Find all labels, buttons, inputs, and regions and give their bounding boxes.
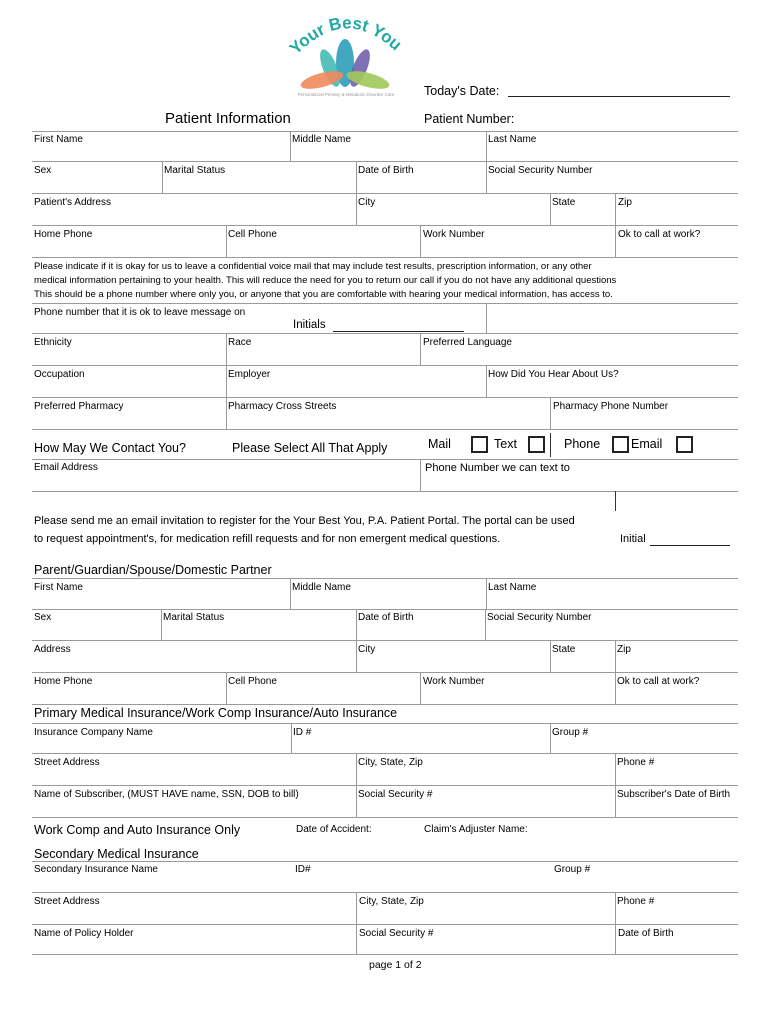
contact-question: How May We Contact You?: [34, 441, 186, 455]
todays-date-line[interactable]: [508, 96, 730, 97]
adjuster-name-field[interactable]: Claim's Adjuster Name:: [424, 824, 528, 835]
portal-line-1: Please send me an email invitation to register for the Your Best You, P.A. Patient Portal. The portal can be used: [34, 515, 575, 527]
guardian-sex-field[interactable]: Sex: [34, 612, 52, 623]
guardian-state-field[interactable]: State: [552, 644, 576, 655]
email-address-field[interactable]: Email Address: [34, 462, 98, 473]
insurance-phone-field[interactable]: Phone #: [617, 757, 655, 768]
pharmacy-field[interactable]: Preferred Pharmacy: [34, 401, 124, 412]
how-hear-field[interactable]: How Did You Hear About Us?: [488, 369, 619, 380]
insurance-city-state-zip-field[interactable]: City, State, Zip: [358, 757, 423, 768]
guardian-ok-call-work-field[interactable]: Ok to call at work?: [617, 676, 700, 687]
secondary-street-field[interactable]: Street Address: [34, 896, 100, 907]
ethnicity-field[interactable]: Ethnicity: [34, 337, 72, 348]
option-text-checkbox[interactable]: [528, 436, 545, 453]
portal-initial-label: Initial: [620, 533, 646, 545]
guardian-middle-name-field[interactable]: Middle Name: [292, 582, 351, 593]
option-mail-checkbox[interactable]: [471, 436, 488, 453]
insurance-group-field[interactable]: Group #: [552, 727, 589, 738]
guardian-ssn-field[interactable]: Social Security Number: [487, 612, 592, 623]
secondary-group-field[interactable]: Group #: [554, 864, 591, 875]
logo: [280, 8, 410, 100]
accident-date-field[interactable]: Date of Accident:: [296, 824, 372, 835]
ssn-field[interactable]: Social Security Number: [488, 165, 593, 176]
lotus-logo-icon: [280, 8, 410, 100]
patient-number-label: Patient Number:: [424, 112, 515, 126]
logo-tagline: Personalized Primary & Metabolic Disorder Care: [297, 92, 395, 97]
secondary-ssn-field[interactable]: Social Security #: [359, 928, 434, 939]
option-text-label: Text: [494, 437, 517, 451]
work-number-field[interactable]: Work Number: [423, 229, 485, 240]
text-number-field[interactable]: Phone Number we can text to: [425, 462, 570, 474]
employer-field[interactable]: Employer: [228, 369, 271, 380]
secondary-city-state-zip-field[interactable]: City, State, Zip: [359, 896, 424, 907]
insurance-id-field[interactable]: ID #: [293, 727, 312, 738]
guardian-dob-field[interactable]: Date of Birth: [358, 612, 414, 623]
preferred-language-field[interactable]: Preferred Language: [423, 337, 512, 348]
work-comp-title: Work Comp and Auto Insurance Only: [34, 823, 241, 837]
subscriber-ssn-field[interactable]: Social Security #: [358, 789, 433, 800]
last-name-field[interactable]: Last Name: [488, 134, 537, 145]
voicemail-line-3: This should be a phone number where only you, or anyone that you are comfortable with hearing your medical information, has access to.: [34, 289, 613, 300]
portal-initial-line[interactable]: [650, 545, 730, 546]
option-email-label: Email: [631, 437, 663, 451]
subscriber-name-field[interactable]: Name of Subscriber, (MUST HAVE name, SSN, DOB to bill): [34, 789, 299, 800]
secondary-name-field[interactable]: Secondary Insurance Name: [34, 864, 158, 875]
select-all-note: Please Select All That Apply: [232, 441, 388, 455]
guardian-title: Parent/Guardian/Spouse/Domestic Partner: [34, 563, 272, 577]
guardian-first-name-field[interactable]: First Name: [34, 582, 83, 593]
policy-holder-field[interactable]: Name of Policy Holder: [34, 928, 134, 939]
page-number: page 1 of 2: [369, 959, 422, 971]
initials-label: Initials: [293, 319, 326, 331]
guardian-cell-phone-field[interactable]: Cell Phone: [228, 676, 277, 687]
marital-status-field[interactable]: Marital Status: [164, 165, 226, 176]
secondary-insurance-title: Secondary Medical Insurance: [34, 847, 199, 861]
option-phone-label: Phone: [564, 437, 601, 451]
occupation-field[interactable]: Occupation: [34, 369, 85, 380]
guardian-city-field[interactable]: City: [358, 644, 376, 655]
logo-text: Your Best You: [285, 13, 406, 59]
pharmacy-phone-field[interactable]: Pharmacy Phone Number: [553, 401, 669, 412]
primary-insurance-title: Primary Medical Insurance/Work Comp Insurance/Auto Insurance: [34, 706, 398, 720]
message-phone-field[interactable]: Phone number that it is ok to leave message on: [34, 307, 246, 318]
guardian-zip-field[interactable]: Zip: [617, 644, 631, 655]
state-field[interactable]: State: [552, 197, 576, 208]
zip-field[interactable]: Zip: [618, 197, 632, 208]
guardian-work-number-field[interactable]: Work Number: [423, 676, 485, 687]
voicemail-line-1: Please indicate if it is okay for us to leave a confidential voice mail that may include test results, prescription information, or any other: [34, 261, 592, 272]
patient-address-field[interactable]: Patient's Address: [34, 197, 111, 208]
portal-line-2: to request appointment's, for medication refill requests and for non emergent medical questions.: [34, 533, 501, 545]
secondary-id-field[interactable]: ID#: [295, 864, 311, 875]
insurance-company-field[interactable]: Insurance Company Name: [34, 727, 153, 738]
guardian-last-name-field[interactable]: Last Name: [488, 582, 537, 593]
todays-date-label: Today's Date:: [424, 84, 500, 98]
option-mail-label: Mail: [428, 437, 451, 451]
option-email-checkbox[interactable]: [676, 436, 693, 453]
middle-name-field[interactable]: Middle Name: [292, 134, 351, 145]
initials-line[interactable]: [333, 331, 464, 332]
option-phone-checkbox[interactable]: [612, 436, 629, 453]
guardian-address-field[interactable]: Address: [34, 644, 71, 655]
dob-field[interactable]: Date of Birth: [358, 165, 414, 176]
pharmacy-streets-field[interactable]: Pharmacy Cross Streets: [228, 401, 337, 412]
page-title: Patient Information: [165, 110, 291, 127]
voicemail-line-2: medical information pertaining to your health. This will reduce the need for you to return our call if you do not have any additional questions: [34, 275, 617, 286]
home-phone-field[interactable]: Home Phone: [34, 229, 93, 240]
insurance-street-field[interactable]: Street Address: [34, 757, 100, 768]
subscriber-dob-field[interactable]: Subscriber's Date of Birth: [617, 789, 731, 800]
guardian-marital-status-field[interactable]: Marital Status: [163, 612, 225, 623]
cell-phone-field[interactable]: Cell Phone: [228, 229, 277, 240]
secondary-dob-field[interactable]: Date of Birth: [618, 928, 674, 939]
first-name-field[interactable]: First Name: [34, 134, 83, 145]
sex-field[interactable]: Sex: [34, 165, 52, 176]
ok-call-work-field[interactable]: Ok to call at work?: [618, 229, 701, 240]
race-field[interactable]: Race: [228, 337, 252, 348]
secondary-phone-field[interactable]: Phone #: [617, 896, 655, 907]
guardian-home-phone-field[interactable]: Home Phone: [34, 676, 93, 687]
city-field[interactable]: City: [358, 197, 376, 208]
